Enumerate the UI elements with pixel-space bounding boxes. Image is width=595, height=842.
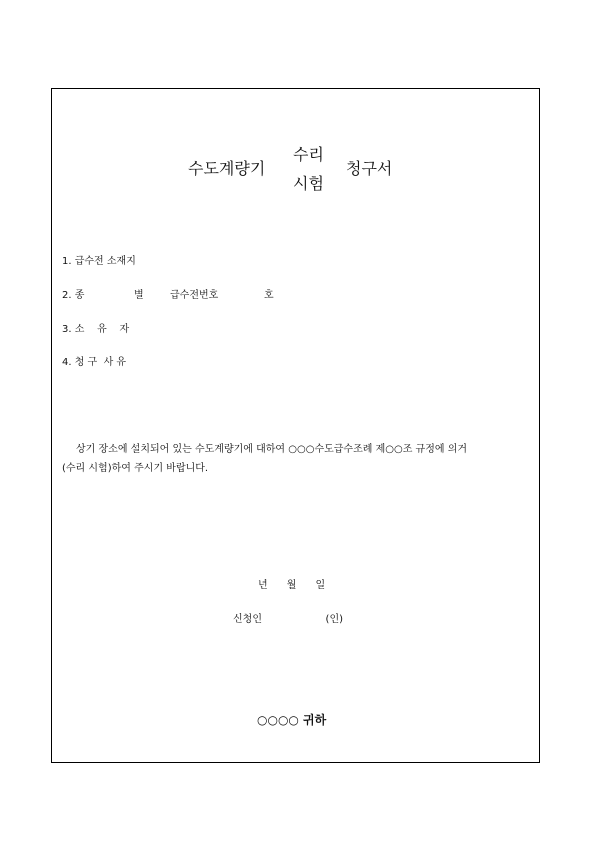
request-statement-line-1: 상기 장소에 설치되어 있는 수도계량기에 대하여 ○○○수도급수조례 제○○조 규정에 의거 — [76, 444, 468, 455]
field-water-tap-location: 1. 급수전 소재지 — [62, 256, 136, 267]
addressee: ○○○○ 귀하 — [257, 713, 327, 727]
form-title-option-repair: 수리 — [293, 145, 324, 164]
date-line: 년 월 일 — [258, 580, 326, 591]
field-tap-number-unit: 호 — [264, 290, 274, 301]
field-owner: 3. 소 유 자 — [62, 324, 130, 335]
form-title-left: 수도계량기 — [188, 159, 266, 178]
field-type-suffix: 별 — [134, 290, 144, 301]
request-statement-line-2: (수리 시험)하여 주시기 바랍니다. — [62, 463, 209, 474]
field-request-reason: 4. 청 구 사 유 — [62, 357, 127, 368]
form-title-option-test: 시험 — [293, 174, 324, 193]
form-title-right: 청구서 — [346, 159, 393, 178]
request-statement — [62, 440, 540, 478]
field-tap-number-label: 급수전번호 — [170, 290, 219, 301]
field-type-label: 2. 종 — [62, 290, 85, 301]
applicant-signature-line: 신청인 (인) — [233, 614, 344, 625]
